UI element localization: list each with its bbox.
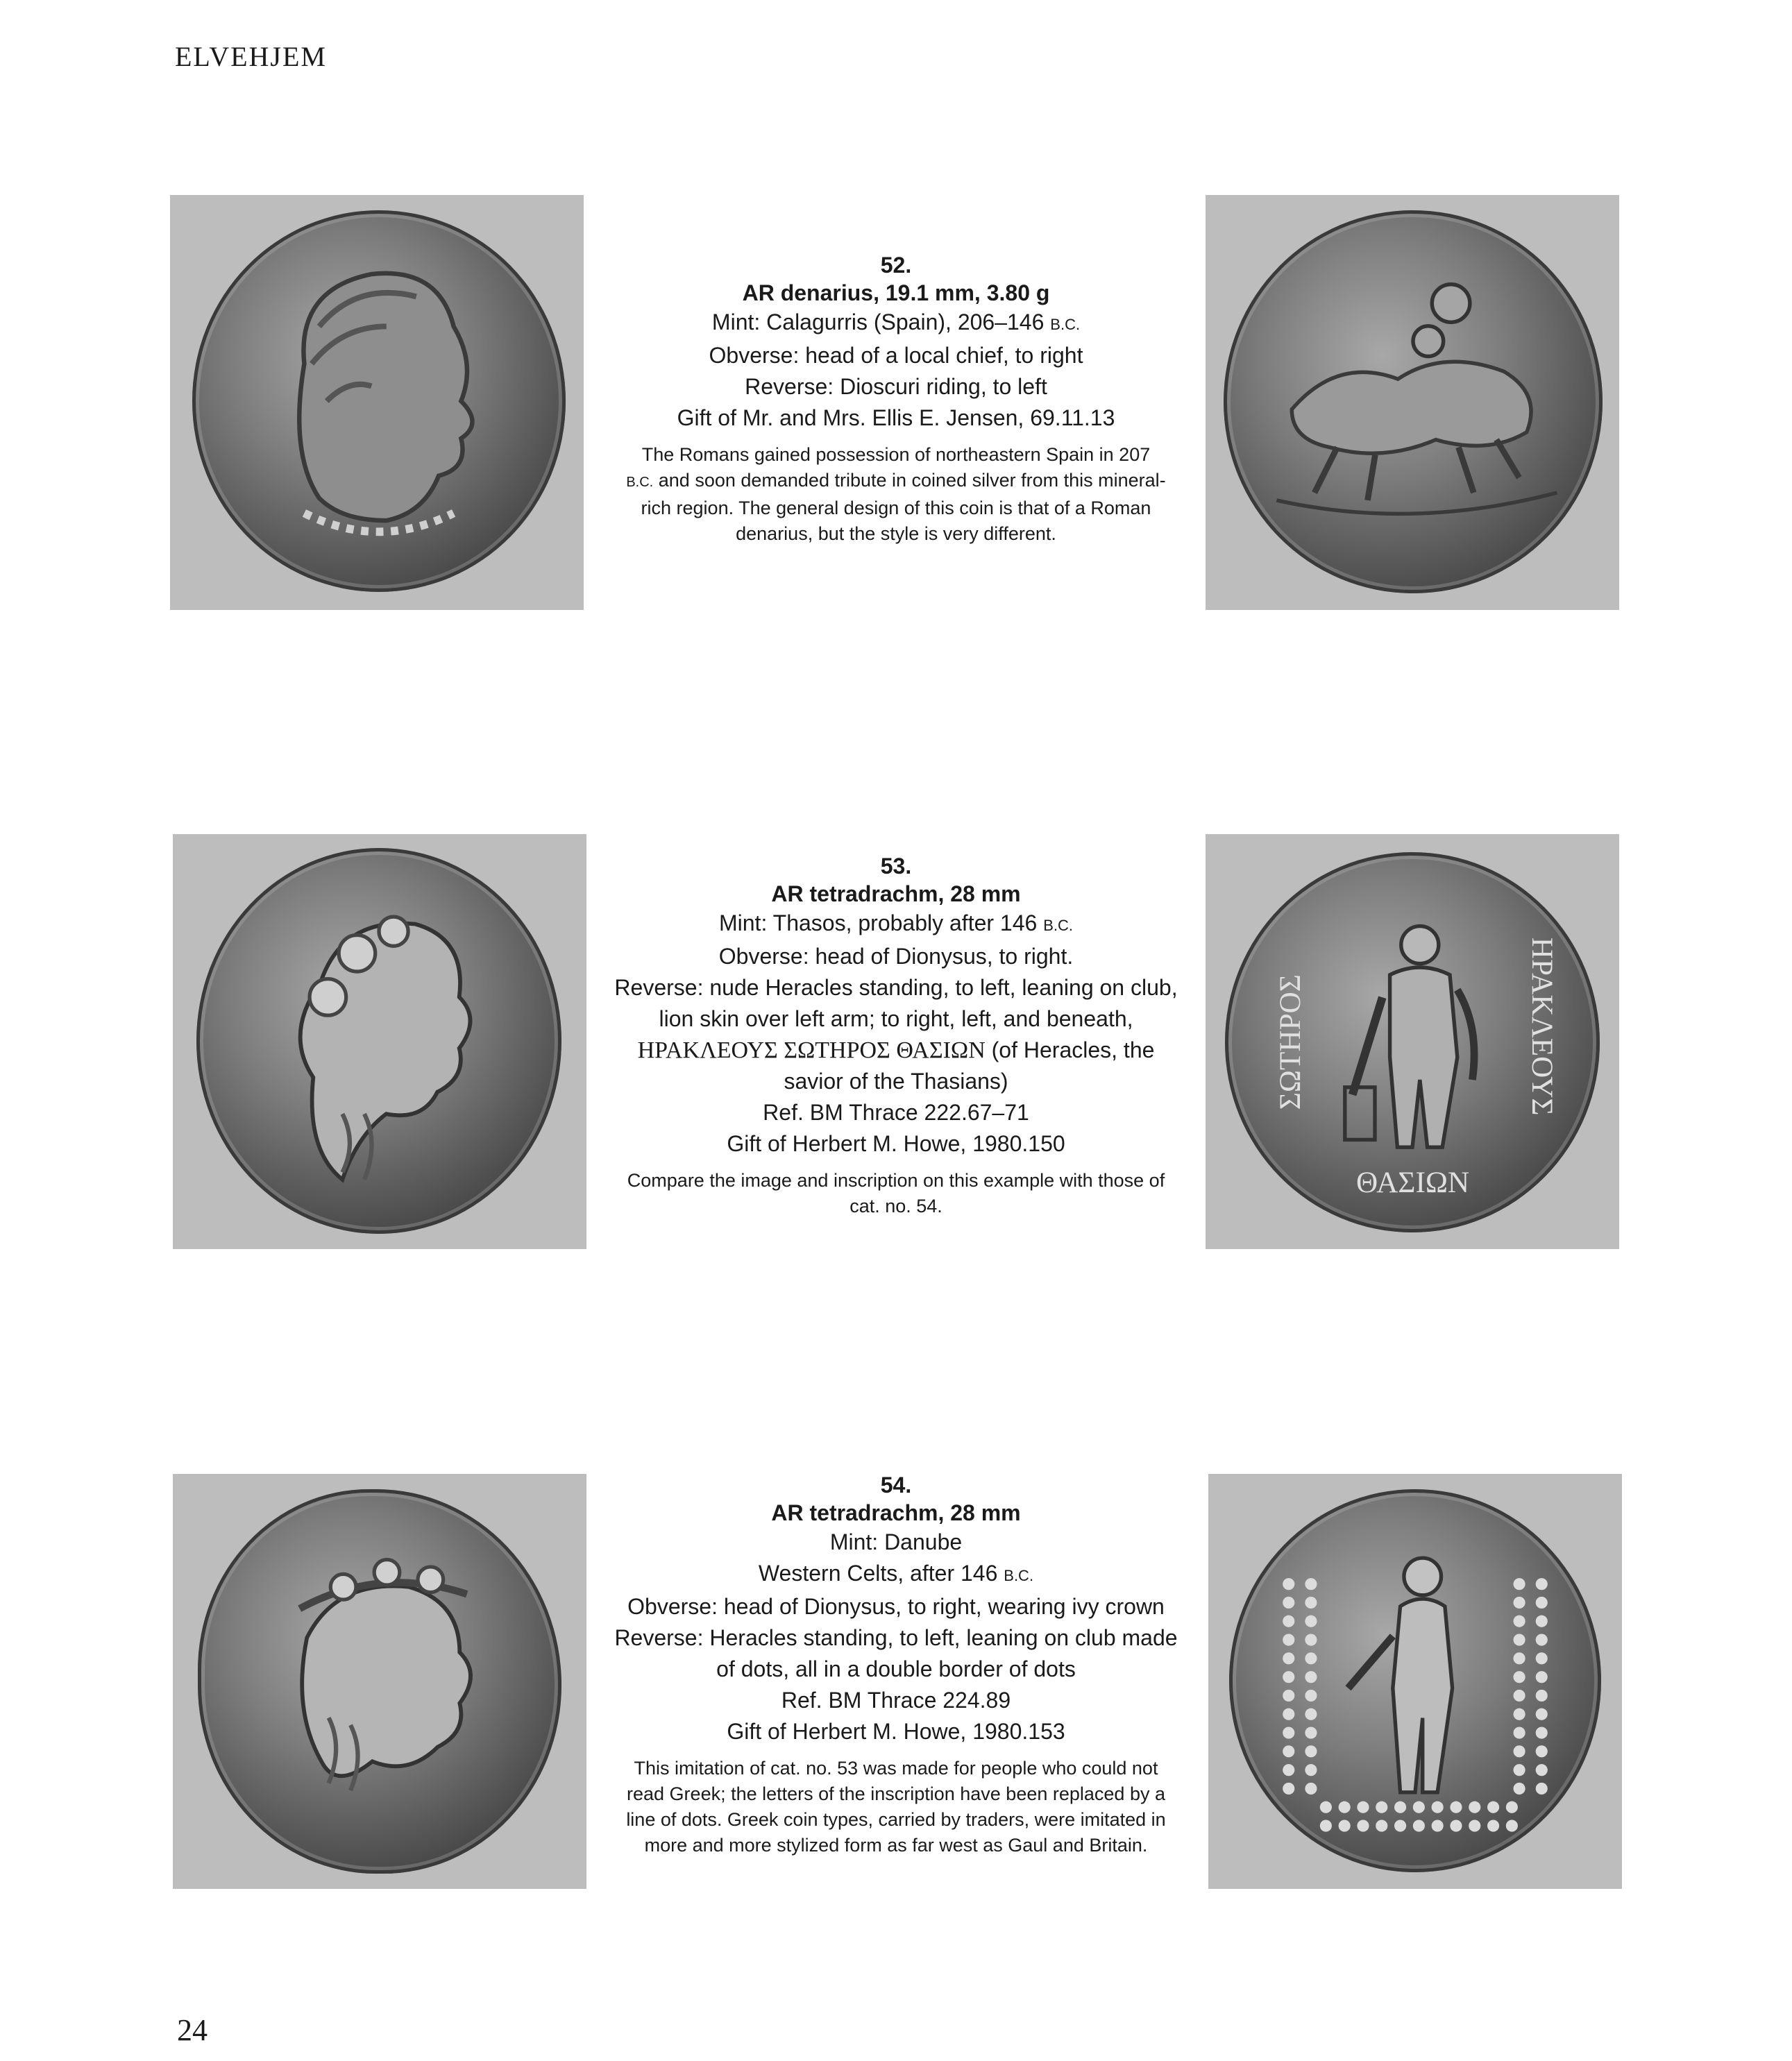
border-dot xyxy=(1283,1783,1294,1795)
border-dot xyxy=(1536,1690,1548,1702)
note-text: The Romans gained possession of northeastern Spain in 207 xyxy=(641,444,1151,465)
entry-reverse: Reverse: Dioscuri riding, to left xyxy=(745,374,1047,399)
border-dot xyxy=(1506,1820,1518,1831)
dionysus-head-icon xyxy=(196,848,561,1234)
border-dot xyxy=(1536,1708,1548,1720)
entry-title: AR tetradrachm, 28 mm xyxy=(771,1500,1021,1525)
border-dot xyxy=(1514,1671,1525,1683)
border-dot xyxy=(1283,1652,1294,1664)
border-dot xyxy=(1283,1671,1294,1683)
entry-gift: Gift of Herbert M. Howe, 1980.153 xyxy=(727,1719,1065,1744)
border-dot xyxy=(1283,1634,1294,1645)
border-dot xyxy=(1514,1764,1525,1776)
border-dot xyxy=(1394,1820,1406,1831)
page-number: 24 xyxy=(177,2013,208,2047)
note-text: and soon demanded tribute in coined silver from this mineral-rich region. The general design of this coin is that of a Roman denarius, but the style is very different. xyxy=(641,470,1166,544)
border-dot xyxy=(1469,1801,1480,1813)
catalog-entry-52 xyxy=(611,251,1181,547)
border-dot xyxy=(1357,1820,1369,1831)
era-label: B.C. xyxy=(626,475,654,490)
border-dot xyxy=(1283,1745,1294,1757)
border-dot xyxy=(1413,1801,1425,1813)
heracles-standing-icon xyxy=(1225,852,1600,1232)
border-dot xyxy=(1376,1801,1387,1813)
border-dot xyxy=(1514,1783,1525,1795)
border-dot xyxy=(1305,1634,1317,1645)
dionysus-ivy-crown-icon xyxy=(198,1489,561,1874)
border-dot xyxy=(1305,1690,1317,1702)
catalog-entry-54 xyxy=(611,1471,1181,1858)
border-dot xyxy=(1283,1615,1294,1627)
border-dot xyxy=(1536,1652,1548,1664)
border-dot xyxy=(1514,1690,1525,1702)
border-dot xyxy=(1514,1578,1525,1590)
border-dot xyxy=(1514,1615,1525,1627)
entry-number: 52. xyxy=(880,253,912,278)
coin-52-obverse xyxy=(192,210,566,592)
coin-53-obverse-photo xyxy=(173,834,586,1249)
era-label: B.C. xyxy=(1050,316,1081,333)
border-dot xyxy=(1413,1820,1425,1831)
entry-title: AR tetradrachm, 28 mm xyxy=(771,881,1021,906)
coin-54-reverse xyxy=(1229,1489,1601,1872)
inscription-bottom: ΘΑΣΙΩΝ xyxy=(1356,1167,1470,1199)
dotted-heracles-icon xyxy=(1229,1489,1601,1872)
coin-52-obverse-photo xyxy=(170,195,584,610)
border-dot xyxy=(1320,1820,1332,1831)
border-dot xyxy=(1283,1764,1294,1776)
entry-reverse: Reverse: Heracles standing, to left, leaning on club made of dots, all in a double border of dots xyxy=(614,1625,1178,1681)
border-dot xyxy=(1305,1708,1317,1720)
border-dot xyxy=(1432,1801,1444,1813)
reverse-text: Reverse: nude Heracles standing, to left, leaning on club, lion skin over left arm; to right, left, and beneath, xyxy=(614,975,1178,1031)
border-dot xyxy=(1305,1764,1317,1776)
border-dot xyxy=(1506,1801,1518,1813)
border-dot xyxy=(1536,1745,1548,1757)
border-dot xyxy=(1283,1690,1294,1702)
entry-gift: Gift of Herbert M. Howe, 1980.150 xyxy=(727,1131,1065,1156)
running-head: ELVEHJEM xyxy=(175,41,327,72)
coin-52-reverse-photo xyxy=(1206,195,1619,610)
border-dot xyxy=(1514,1745,1525,1757)
border-dot xyxy=(1305,1578,1317,1590)
entry-ref: Ref. BM Thrace 222.67–71 xyxy=(763,1100,1029,1125)
origin-text: Western Celts, after 146 xyxy=(758,1561,998,1586)
border-dot xyxy=(1283,1708,1294,1720)
coin-54-reverse-photo xyxy=(1208,1474,1622,1889)
entry-gift: Gift of Mr. and Mrs. Ellis E. Jensen, 69.11.13 xyxy=(677,405,1115,430)
era-label: B.C. xyxy=(1004,1567,1034,1584)
border-dot xyxy=(1376,1820,1387,1831)
mint-text: Mint: Thasos, probably after 146 xyxy=(718,910,1038,935)
entry-mint xyxy=(611,908,1181,941)
border-dot xyxy=(1305,1745,1317,1757)
border-dot xyxy=(1514,1634,1525,1645)
border-dot xyxy=(1283,1727,1294,1738)
entry-obverse: Obverse: head of Dionysus, to right. xyxy=(718,944,1074,969)
border-dot xyxy=(1339,1820,1351,1831)
catalog-entry-53 xyxy=(611,852,1181,1219)
greek-inscription: ΗΡΑΚΛΕΟΥΣ ΣΩΤΗΡΟΣ ΘΑΣΙΩΝ xyxy=(637,1037,986,1063)
coin-54-obverse xyxy=(198,1489,561,1874)
border-dot xyxy=(1339,1801,1351,1813)
entry-origin xyxy=(611,1558,1181,1591)
dioscuri-riders-icon xyxy=(1224,210,1603,593)
border-dot xyxy=(1536,1727,1548,1738)
border-dot xyxy=(1536,1578,1548,1590)
entry-note: This imitation of cat. no. 53 was made for people who could not read Greek; the letters of the inscription have been replaced by a line of dots. Greek coin types, carried by traders, were imitated in more and more stylized form as far west as Gaul and Britain. xyxy=(626,1758,1166,1856)
head-profile-icon xyxy=(192,210,566,592)
border-dot xyxy=(1487,1801,1499,1813)
coin-53-reverse xyxy=(1225,852,1600,1232)
entry-title: AR denarius, 19.1 mm, 3.80 g xyxy=(742,280,1050,305)
border-dot xyxy=(1536,1597,1548,1609)
border-dot xyxy=(1357,1801,1369,1813)
border-dot xyxy=(1514,1708,1525,1720)
border-dot xyxy=(1305,1615,1317,1627)
border-dot xyxy=(1450,1801,1462,1813)
entry-obverse: Obverse: head of Dionysus, to right, wearing ivy crown xyxy=(627,1594,1165,1619)
border-dot xyxy=(1536,1783,1548,1795)
entry-mint xyxy=(611,307,1181,340)
entry-number: 53. xyxy=(880,854,912,879)
entry-note: Compare the image and inscription on this example with those of cat. no. 54. xyxy=(627,1170,1165,1216)
entry-number: 54. xyxy=(880,1473,912,1498)
border-dot xyxy=(1469,1820,1480,1831)
border-dot xyxy=(1283,1597,1294,1609)
border-dot xyxy=(1305,1783,1317,1795)
coin-54-obverse-photo xyxy=(173,1474,586,1889)
border-dot xyxy=(1536,1634,1548,1645)
border-dot xyxy=(1450,1820,1462,1831)
mint-text: Mint: Calagurris (Spain), 206–146 xyxy=(711,309,1045,334)
border-dot xyxy=(1514,1727,1525,1738)
border-dot xyxy=(1305,1597,1317,1609)
border-dot xyxy=(1320,1801,1332,1813)
border-dot xyxy=(1536,1615,1548,1627)
border-dot xyxy=(1305,1652,1317,1664)
border-dot xyxy=(1536,1671,1548,1683)
border-dot xyxy=(1394,1801,1406,1813)
entry-reverse xyxy=(611,972,1181,1097)
coin-53-obverse xyxy=(196,848,561,1234)
inscription-right: ΗΡΑΚΛΕΟΥΣ xyxy=(1525,937,1558,1116)
border-dot xyxy=(1514,1597,1525,1609)
border-dot xyxy=(1283,1578,1294,1590)
entry-obverse: Obverse: head of a local chief, to right xyxy=(709,343,1083,368)
era-label: B.C. xyxy=(1043,917,1073,934)
border-dot xyxy=(1305,1671,1317,1683)
entry-mint: Mint: Danube xyxy=(829,1529,963,1554)
coin-52-reverse xyxy=(1224,210,1603,593)
border-dot xyxy=(1536,1764,1548,1776)
border-dot xyxy=(1305,1727,1317,1738)
reverse-text: (of Heracles, the savior of the Thasians) xyxy=(784,1037,1155,1094)
inscription-left: ΣΩΤΗΡΟΣ xyxy=(1274,974,1307,1110)
coin-53-reverse-photo xyxy=(1206,834,1619,1249)
entry-ref: Ref. BM Thrace 224.89 xyxy=(781,1688,1011,1713)
border-dot xyxy=(1432,1820,1444,1831)
border-dot xyxy=(1487,1820,1499,1831)
border-dot xyxy=(1514,1652,1525,1664)
entry-note xyxy=(611,442,1181,547)
